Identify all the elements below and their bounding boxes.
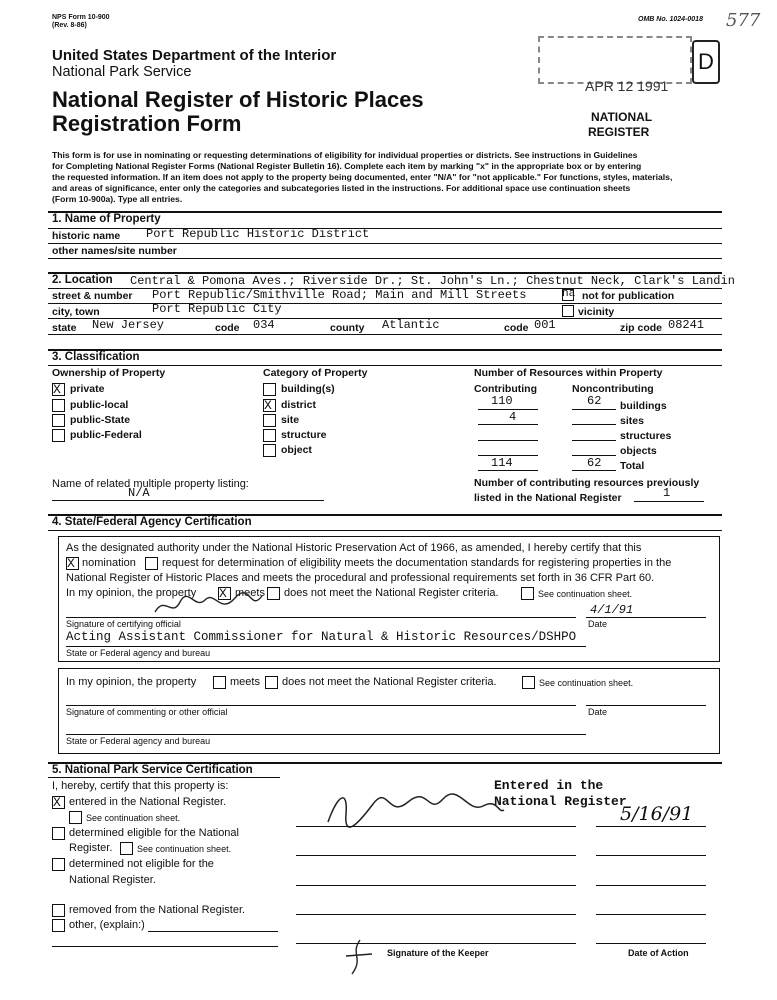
section2-title: 2. Location bbox=[52, 274, 113, 286]
form-number: NPS Form 10-900 bbox=[52, 14, 110, 21]
rule bbox=[48, 334, 722, 335]
rule bbox=[572, 424, 616, 425]
stamp-date: APR 12 1991 bbox=[585, 78, 669, 94]
nomination-mark: X bbox=[67, 556, 75, 571]
rule bbox=[48, 530, 722, 531]
previously-listed-label2: listed in the National Register bbox=[474, 492, 622, 504]
resource-type: objects bbox=[620, 445, 657, 457]
entered-stamp-line1: Entered in the bbox=[494, 778, 604, 793]
contributing-heading: Contributing bbox=[474, 383, 537, 395]
ownership-option: public-Federal bbox=[70, 429, 142, 441]
cert-paragraph-line: National Register of Historic Places and meets the procedural and professional requirements set forth in 36 CFR Part 60. bbox=[66, 572, 655, 584]
total-label: Total bbox=[620, 460, 645, 472]
does-not-meet-label: does not meet the National Register criteria. bbox=[284, 587, 499, 599]
certification-date-value[interactable]: 4/1/91 bbox=[590, 603, 634, 617]
rule bbox=[48, 365, 722, 366]
rule bbox=[478, 470, 538, 471]
other-names-label: other names/site number bbox=[52, 245, 177, 257]
vicinity-label: vicinity bbox=[578, 306, 615, 318]
rule bbox=[66, 705, 576, 706]
category-district-mark: X bbox=[264, 398, 272, 413]
does-not-meet-checkbox-2[interactable] bbox=[265, 676, 278, 689]
rule bbox=[572, 440, 616, 441]
instructions-line: and areas of significance, enter only the categories and subcategories listed in the instructions. For additional space use continuation sheets bbox=[52, 183, 631, 193]
continuation-checkbox[interactable] bbox=[521, 587, 534, 600]
rule bbox=[634, 501, 704, 502]
cert-paragraph-line: As the designated authority under the National Historic Preservation Act of 1966, as amended, I hereby certify that this bbox=[66, 542, 642, 554]
state-label: state bbox=[52, 322, 77, 334]
instructions bbox=[52, 150, 672, 205]
request-determination-checkbox[interactable] bbox=[145, 557, 158, 570]
category-heading: Category of Property bbox=[263, 367, 368, 379]
rule bbox=[572, 409, 616, 410]
rule bbox=[296, 855, 576, 856]
agency-label: State or Federal agency and bureau bbox=[66, 648, 211, 658]
rule bbox=[572, 470, 616, 471]
rule bbox=[478, 440, 538, 441]
not-for-publication-mark: na bbox=[562, 288, 576, 300]
corner-handwritten-mark: 577 bbox=[726, 10, 761, 31]
rule bbox=[596, 855, 706, 856]
not-eligible-label: determined not eligible for the bbox=[69, 858, 214, 870]
eligible-checkbox[interactable] bbox=[52, 827, 65, 840]
rule bbox=[48, 303, 722, 304]
noncontributing-count[interactable]: 62 bbox=[587, 394, 602, 408]
section3-title: 3. Classification bbox=[52, 351, 140, 363]
category-object-checkbox[interactable] bbox=[263, 444, 276, 457]
contributing-total[interactable]: 114 bbox=[491, 456, 513, 470]
not-eligible-checkbox[interactable] bbox=[52, 858, 65, 871]
instructions-line: for Completing National Register Forms (National Register Bulletin 16). Complete each item by marking "x" in the appropriate box or by entering bbox=[52, 161, 642, 171]
nps-cert-intro: I, hereby, certify that this property is: bbox=[52, 780, 229, 792]
stamp-letter: D bbox=[692, 40, 720, 84]
meets-label: meets bbox=[230, 676, 260, 688]
historic-name-label: historic name bbox=[52, 230, 121, 242]
register-label: REGISTER bbox=[588, 125, 650, 139]
form-title-line1: National Register of Historic Places bbox=[52, 87, 424, 112]
rule bbox=[478, 424, 538, 425]
rule bbox=[66, 646, 586, 647]
rule bbox=[48, 243, 722, 244]
removed-checkbox[interactable] bbox=[52, 904, 65, 917]
resources-heading: Number of Resources within Property bbox=[474, 367, 663, 379]
opinion-label: In my opinion, the property bbox=[66, 587, 197, 599]
ownership-public-local-checkbox[interactable] bbox=[52, 399, 65, 412]
zip-value[interactable]: 08241 bbox=[668, 318, 705, 332]
meets-checkbox-2[interactable] bbox=[213, 676, 226, 689]
not-eligible-label-2: National Register. bbox=[69, 874, 156, 886]
entered-continuation-checkbox[interactable] bbox=[69, 811, 82, 824]
continuation-label: See continuation sheet. bbox=[539, 678, 634, 688]
street-value[interactable]: Port Republic/Smithville Road; Main and Mill Streets bbox=[152, 288, 527, 302]
city-value[interactable]: Port Republic City bbox=[152, 302, 282, 316]
other-checkbox[interactable] bbox=[52, 919, 65, 932]
state-code-label: code bbox=[215, 322, 240, 334]
does-not-meet-label: does not meet the National Register criteria. bbox=[282, 676, 497, 688]
rule bbox=[48, 777, 280, 778]
rule bbox=[478, 409, 538, 410]
ownership-option: private bbox=[70, 383, 105, 395]
state-value[interactable]: New Jersey bbox=[92, 318, 165, 332]
agency-label: State or Federal agency and bureau bbox=[66, 736, 211, 746]
category-option: object bbox=[281, 444, 312, 456]
keeper-signature bbox=[318, 784, 508, 832]
city-label: city, town bbox=[52, 306, 100, 318]
section-divider bbox=[48, 349, 722, 351]
eligible-continuation-checkbox[interactable] bbox=[120, 842, 133, 855]
national-label: NATIONAL bbox=[591, 110, 653, 124]
certifying-official-signature bbox=[150, 590, 270, 620]
signature-label: Signature of commenting or other official bbox=[66, 707, 228, 717]
nomination-label: nomination bbox=[82, 557, 136, 569]
multiple-listing-value[interactable]: N/A bbox=[128, 486, 150, 500]
section4-title: 4. State/Federal Agency Certification bbox=[52, 516, 252, 528]
noncontributing-heading: Noncontributing bbox=[572, 383, 654, 395]
rule bbox=[52, 946, 278, 947]
category-option: site bbox=[281, 414, 300, 426]
ownership-option: public-State bbox=[70, 414, 131, 426]
rule bbox=[596, 943, 706, 944]
county-label: county bbox=[330, 322, 365, 334]
state-code-value[interactable]: 034 bbox=[253, 318, 275, 332]
location-value[interactable]: Central & Pomona Aves.; Riverside Dr.; St. John's Ln.; Chestnut Neck, Clark's Landin bbox=[130, 274, 735, 288]
ownership-option: public-local bbox=[70, 399, 129, 411]
rule bbox=[586, 705, 706, 706]
rule bbox=[66, 617, 576, 618]
county-code-value[interactable]: 001 bbox=[534, 318, 556, 332]
keeper-signature-label: Signature of the Keeper bbox=[387, 948, 489, 958]
service-title: National Park Service bbox=[52, 64, 192, 80]
contributing-count[interactable]: 110 bbox=[491, 394, 513, 408]
rule bbox=[296, 914, 576, 915]
rule bbox=[596, 885, 706, 886]
for-annotation bbox=[340, 936, 380, 978]
county-value[interactable]: Atlantic bbox=[382, 318, 440, 332]
previously-listed-label1: Number of contributing resources previously bbox=[474, 477, 700, 489]
category-building-checkbox[interactable] bbox=[263, 383, 276, 396]
noncontributing-total[interactable]: 62 bbox=[587, 456, 602, 470]
continuation-label: See continuation sheet. bbox=[137, 844, 232, 854]
category-option: district bbox=[281, 399, 317, 411]
ownership-public-federal-checkbox[interactable] bbox=[52, 429, 65, 442]
eligible-label-2: Register. bbox=[69, 842, 113, 854]
continuation-label: See continuation sheet. bbox=[538, 589, 633, 599]
rule bbox=[296, 943, 576, 944]
signature-label: Signature of certifying official bbox=[66, 619, 181, 629]
previously-listed-value[interactable]: 1 bbox=[663, 486, 671, 500]
rule bbox=[148, 931, 278, 932]
section1-title: 1. Name of Property bbox=[52, 213, 161, 225]
section5-title: 5. National Park Service Certification bbox=[52, 764, 253, 776]
ownership-public-state-checkbox[interactable] bbox=[52, 414, 65, 427]
rule bbox=[48, 258, 722, 259]
omb-number: OMB No. 1024-0018 bbox=[638, 16, 703, 23]
historic-name-value[interactable]: Port Republic Historic District bbox=[146, 227, 370, 241]
rule bbox=[596, 914, 706, 915]
opinion-label: In my opinion, the property bbox=[66, 676, 197, 688]
category-option: structure bbox=[281, 429, 327, 441]
form-title-line2: Registration Form bbox=[52, 111, 242, 136]
rule bbox=[296, 826, 576, 827]
category-option: building(s) bbox=[281, 383, 335, 395]
entered-stamp-line2: National Register bbox=[494, 794, 627, 809]
removed-label: removed from the National Register. bbox=[69, 904, 246, 916]
contributing-count[interactable]: 4 bbox=[509, 410, 517, 424]
stamp-frame bbox=[538, 36, 692, 84]
cert-paragraph-line: request for determination of eligibility meets the documentation standards for registering properties in the bbox=[162, 557, 672, 569]
meets-label: meets bbox=[235, 587, 265, 599]
entered-label: entered in the National Register. bbox=[69, 796, 227, 808]
ownership-private-mark: X bbox=[53, 382, 61, 397]
department-title: United States Department of the Interior bbox=[52, 47, 337, 64]
vicinity-checkbox[interactable] bbox=[562, 305, 574, 317]
other-label: other, (explain:) bbox=[69, 919, 145, 931]
continuation-label: See continuation sheet. bbox=[86, 813, 181, 823]
not-for-publication-label: not for publication bbox=[582, 290, 675, 302]
meets-mark: X bbox=[219, 586, 227, 601]
rule bbox=[66, 734, 586, 735]
multiple-listing-label: Name of related multiple property listing: bbox=[52, 478, 249, 490]
entered-mark: X bbox=[53, 795, 61, 810]
category-structure-checkbox[interactable] bbox=[263, 429, 276, 442]
category-site-checkbox[interactable] bbox=[263, 414, 276, 427]
street-label: street & number bbox=[52, 290, 133, 302]
zip-label: zip code bbox=[620, 322, 663, 334]
date-label: Date bbox=[588, 707, 608, 717]
rule bbox=[596, 826, 706, 827]
resource-type: buildings bbox=[620, 400, 667, 412]
date-of-action-label: Date of Action bbox=[628, 948, 689, 958]
rule bbox=[52, 500, 324, 501]
instructions-line: the requested information. If an item does not apply to the property being documented, enter "N/A" for "not applicable." For functions, styles, materials, bbox=[52, 172, 673, 182]
resource-type: structures bbox=[620, 430, 672, 442]
action-date-value[interactable]: 5/16/91 bbox=[620, 803, 694, 825]
form-revision: (Rev. 8-86) bbox=[52, 22, 87, 29]
resource-type: sites bbox=[620, 415, 644, 427]
eligible-label: determined eligible for the National bbox=[69, 827, 239, 839]
rule bbox=[586, 617, 706, 618]
rule bbox=[296, 885, 576, 886]
date-label: Date bbox=[588, 619, 608, 629]
county-code-label: code bbox=[504, 322, 529, 334]
instructions-line: (Form 10-900a). Type all entries. bbox=[52, 194, 183, 204]
official-title-value[interactable]: Acting Assistant Commissioner for Natural & Historic Resources/DSHPO bbox=[66, 630, 577, 644]
instructions-line: This form is for use in nominating or requesting determinations of eligibility for individual properties or districts. See instructions in Guidelines bbox=[52, 150, 638, 160]
continuation-checkbox-2[interactable] bbox=[522, 676, 535, 689]
ownership-heading: Ownership of Property bbox=[52, 367, 166, 379]
